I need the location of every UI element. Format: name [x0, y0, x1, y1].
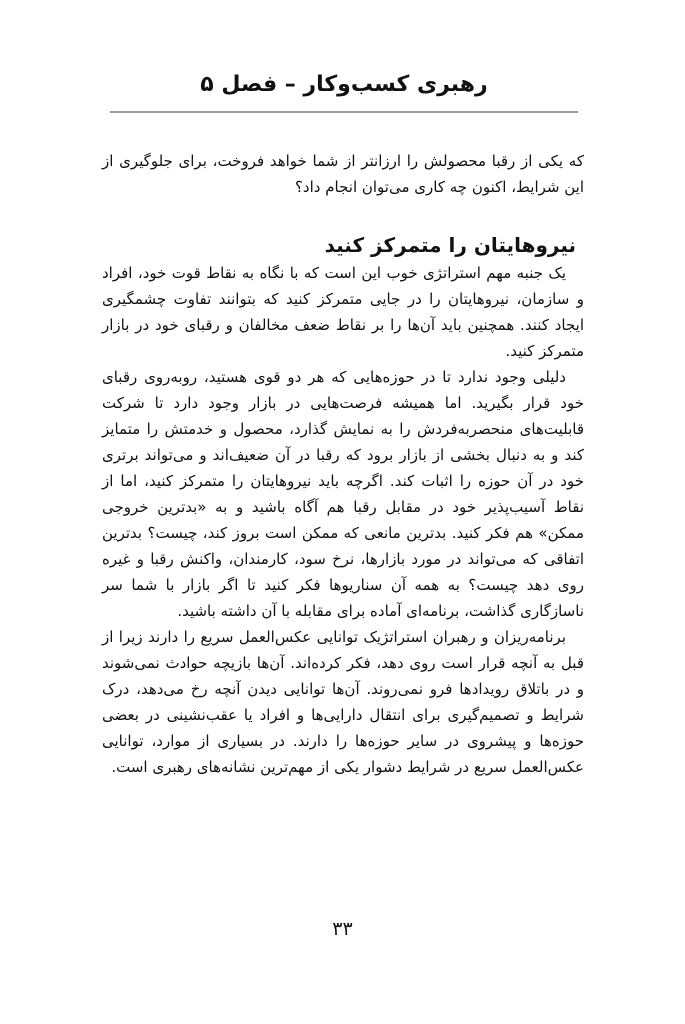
body-paragraph-1: یک جنبه مهم استراتژی خوب این است که با نگاه به نقاط قوت خود، افراد و سازمان، نیروهایتان را در جایی متمرکز کنید که بتوانند تفاوت چشمگیری ایجاد کنند. همچنین باید آن‌ها را بر نقاط ضعف مخالفان و رقبای خود در بازار متمرکز کنید. [102, 264, 584, 360]
header-divider [110, 111, 578, 113]
body-paragraph-3: برنامه‌ریزان و رهبران استراتژیک توانایی عکس‌العمل سریع را دارند زیرا از قبل به آنچه قرار است روی دهد، فکر کرده‌اند. آن‌ها بازیچه حوادث نمی‌شوند و در باتلاق رویدادها فرو نمی‌روند. آن‌ها توانایی دیدن آنچه رخ می‌دهد، درک شرایط و تصمیم‌گیری برای انتقال دارایی‌ها و افراد یا عقب‌نشینی در بعضی حوزه‌ها و پیشروی در سایر حوزه‌ها را دارند. در بسیاری از موارد، توانایی عکس‌العمل سریع در شرایط دشوار یکی از مهم‌ترین نشانه‌های رهبری است. [102, 628, 584, 776]
running-header [110, 68, 578, 113]
page-number: ۳۳ [332, 918, 353, 940]
body-paragraph-2: دلیلی وجود ندارد تا در حوزه‌هایی که هر دو قوی هستید، روبه‌روی رقبای خود قرار بگیرید. اما همیشه فرصت‌هایی در بازار وجود دارد تا شرکت قابلیت‌های منحصربه‌فردش را به نمایش گذارد، محصول و خدمتش را متمایز کند و به دنبال بخشی از بازار برود که رقبا در آن ضعیف‌اند و می‌تواند برتری خود در آن حوزه را اثبات کند. اگرچه باید نیروهایتان را متمرکز کنید، اما از نقاط آسیب‌پذیر خود در مقابل رقبا هم آگاه باشید و به «بدترین خروجی ممکن» هم فکر کنید. بدترین مانعی که ممکن است بروز کند، چیست؟ بدترین اتفاقی که می‌تواند در مورد بازارها، نرخ سود، کارمندان، واکنش رقبا و غیره روی دهد چیست؟ به همه آن سناریوها فکر کنید تا اگر بازار با شما سر ناسازگاری گذاشت، برنامه‌ای آماده برای مقابله با آن داشته باشید. [102, 368, 584, 620]
chapter-title: رهبری کسب‌وکار – فصل ۵ [200, 72, 488, 97]
section-heading: نیروهایتان را متمرکز کنید [324, 233, 576, 257]
intro-paragraph: که یکی از رقبا محصولش را ارزانتر از شما خواهد فروخت، برای جلوگیری از این شرایط، اکنون چه کاری می‌توان انجام داد؟ [102, 152, 584, 196]
page-body [102, 148, 584, 780]
